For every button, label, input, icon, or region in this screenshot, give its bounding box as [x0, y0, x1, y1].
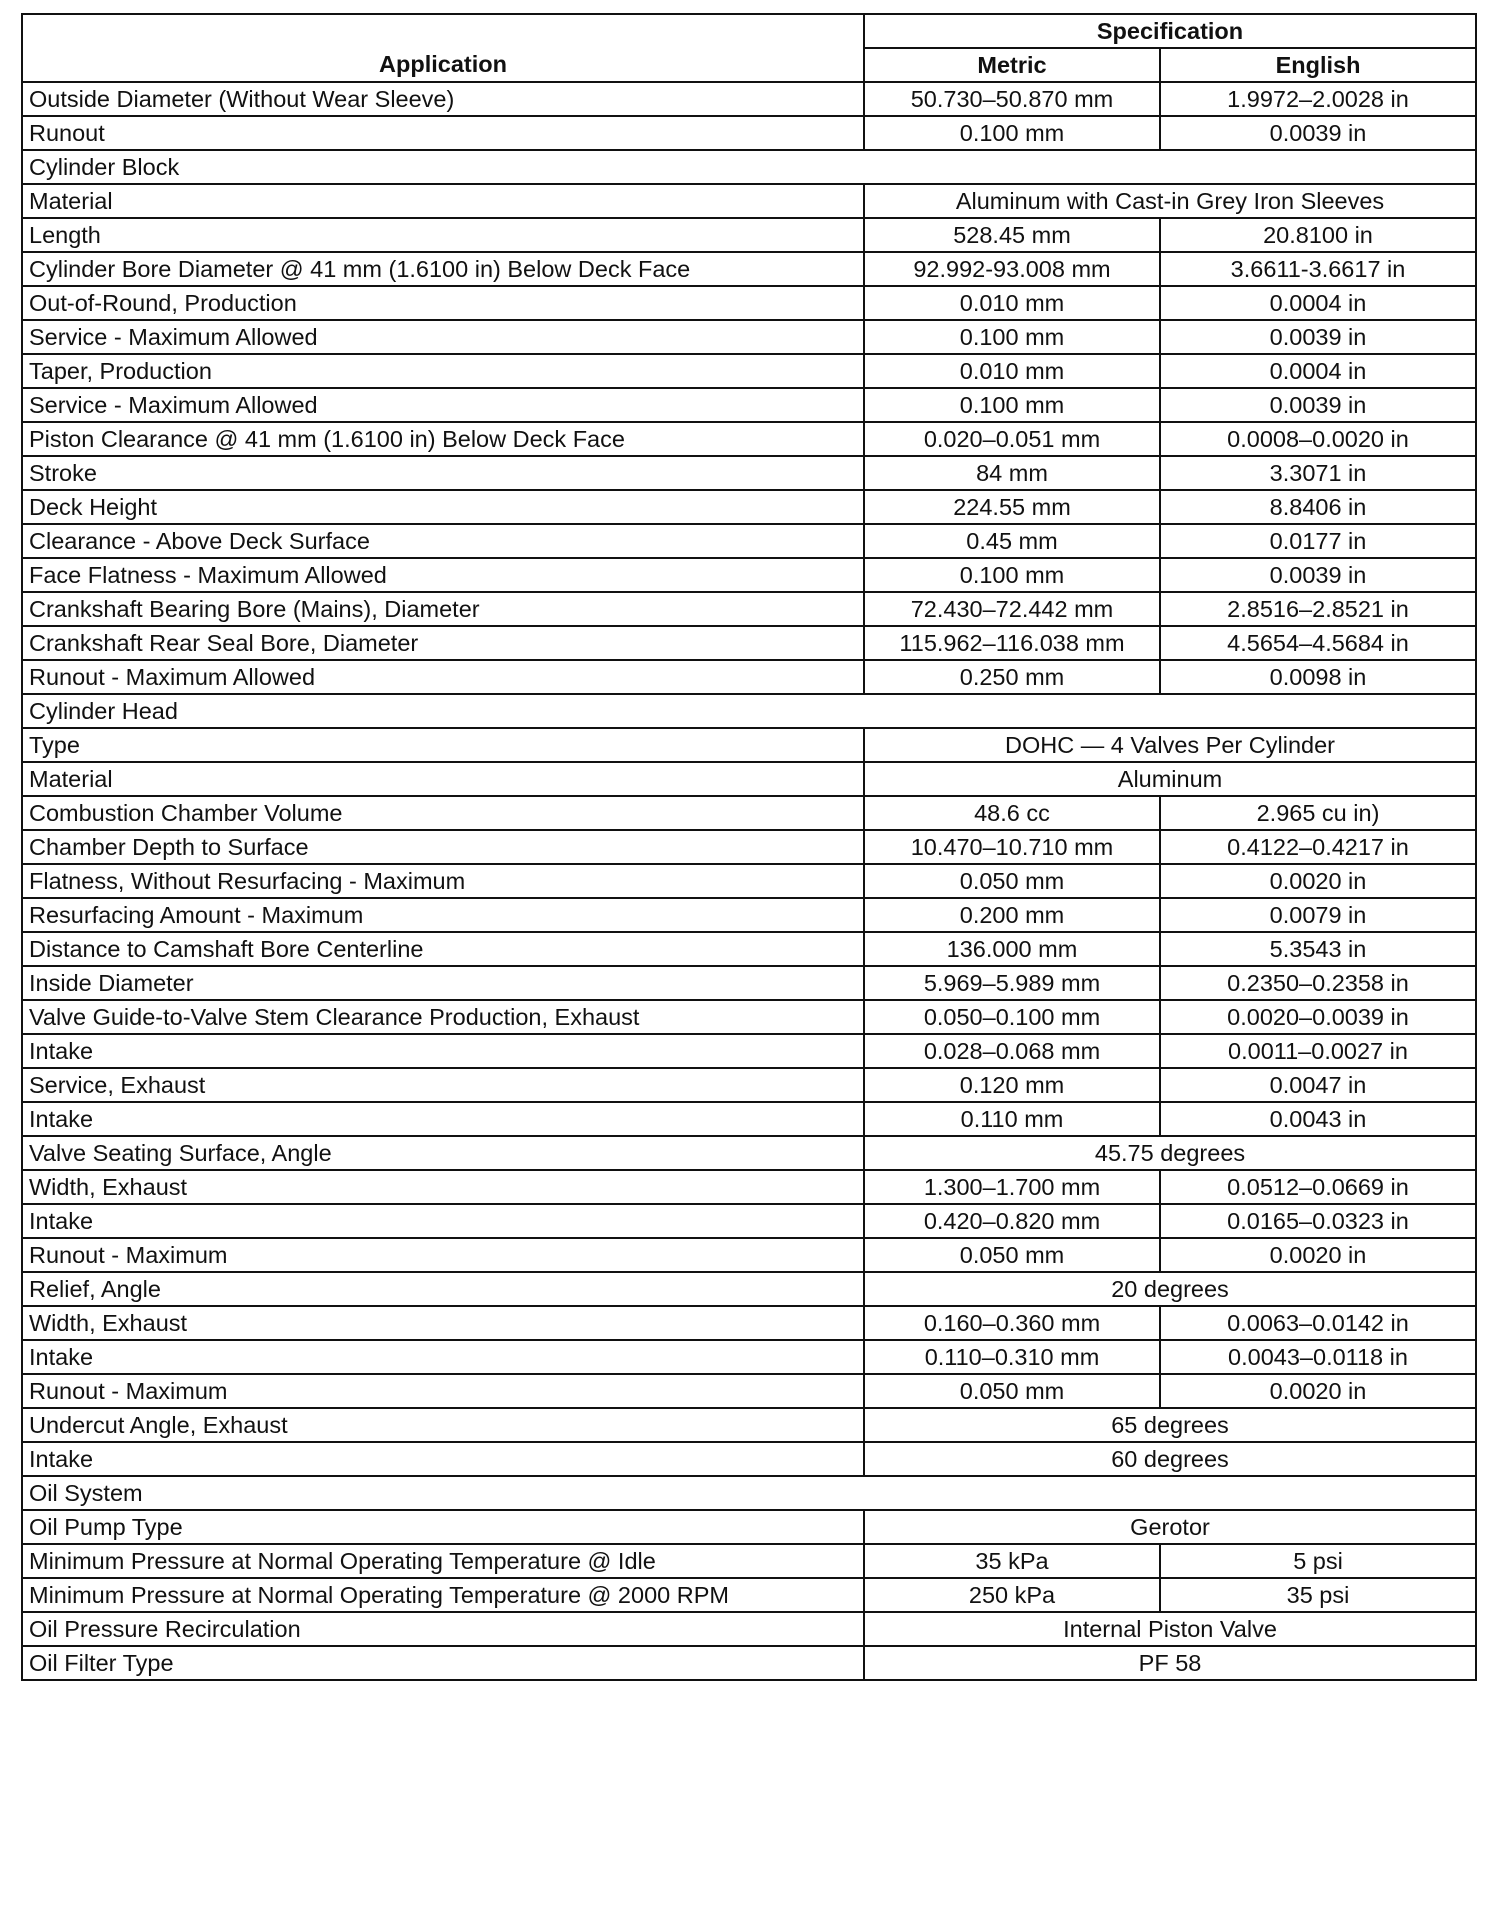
application-cell: Crankshaft Bearing Bore (Mains), Diameter [22, 592, 864, 626]
metric-cell: 0.100 mm [864, 558, 1160, 592]
application-cell: Outside Diameter (Without Wear Sleeve) [22, 82, 864, 116]
metric-cell: 528.45 mm [864, 218, 1160, 252]
table-row [22, 1306, 1476, 1340]
application-cell: Clearance - Above Deck Surface [22, 524, 864, 558]
table-row [22, 490, 1476, 524]
metric-cell: 0.200 mm [864, 898, 1160, 932]
table-row [22, 660, 1476, 694]
specification-cell: Internal Piston Valve [864, 1612, 1476, 1646]
application-cell: Stroke [22, 456, 864, 490]
table-row [22, 592, 1476, 626]
table-row [22, 1544, 1476, 1578]
english-cell: 0.0039 in [1160, 320, 1476, 354]
metric-cell: 0.010 mm [864, 354, 1160, 388]
specification-cell: PF 58 [864, 1646, 1476, 1680]
section-title: Oil System [22, 1476, 1476, 1510]
english-cell: 0.0177 in [1160, 524, 1476, 558]
english-cell: 0.0004 in [1160, 286, 1476, 320]
application-cell: Type [22, 728, 864, 762]
english-cell: 0.0011–0.0027 in [1160, 1034, 1476, 1068]
application-cell: Minimum Pressure at Normal Operating Temperature @ 2000 RPM [22, 1578, 864, 1612]
application-header: Application [22, 14, 864, 82]
english-cell: 0.0039 in [1160, 388, 1476, 422]
metric-cell: 1.300–1.700 mm [864, 1170, 1160, 1204]
english-cell: 0.0043–0.0118 in [1160, 1340, 1476, 1374]
metric-cell: 0.050 mm [864, 864, 1160, 898]
metric-cell: 0.028–0.068 mm [864, 1034, 1160, 1068]
specification-cell: Aluminum [864, 762, 1476, 796]
table-row [22, 796, 1476, 830]
english-cell: 0.0047 in [1160, 1068, 1476, 1102]
table-row [22, 932, 1476, 966]
table-row [22, 218, 1476, 252]
english-cell: 3.6611-3.6617 in [1160, 252, 1476, 286]
table-row [22, 1510, 1476, 1544]
application-cell: Material [22, 184, 864, 218]
english-cell: 4.5654–4.5684 in [1160, 626, 1476, 660]
metric-cell: 5.969–5.989 mm [864, 966, 1160, 1000]
application-cell: Service - Maximum Allowed [22, 320, 864, 354]
application-cell: Resurfacing Amount - Maximum [22, 898, 864, 932]
metric-cell: 0.010 mm [864, 286, 1160, 320]
english-cell: 2.8516–2.8521 in [1160, 592, 1476, 626]
table-row [22, 1204, 1476, 1238]
metric-cell: 115.962–116.038 mm [864, 626, 1160, 660]
table-row [22, 320, 1476, 354]
metric-cell: 50.730–50.870 mm [864, 82, 1160, 116]
application-cell: Oil Pump Type [22, 1510, 864, 1544]
table-row [22, 184, 1476, 218]
application-cell: Oil Filter Type [22, 1646, 864, 1680]
application-cell: Relief, Angle [22, 1272, 864, 1306]
english-cell: 0.0039 in [1160, 116, 1476, 150]
application-cell: Oil Pressure Recirculation [22, 1612, 864, 1646]
application-cell: Valve Guide-to-Valve Stem Clearance Production, Exhaust [22, 1000, 864, 1034]
metric-cell: 0.110–0.310 mm [864, 1340, 1160, 1374]
metric-cell: 0.160–0.360 mm [864, 1306, 1160, 1340]
table-row [22, 252, 1476, 286]
english-cell: 35 psi [1160, 1578, 1476, 1612]
application-cell: Intake [22, 1340, 864, 1374]
application-cell: Cylinder Bore Diameter @ 41 mm (1.6100 in) Below Deck Face [22, 252, 864, 286]
table-row [22, 1136, 1476, 1170]
application-cell: Chamber Depth to Surface [22, 830, 864, 864]
table-row [22, 898, 1476, 932]
metric-cell: 0.050 mm [864, 1238, 1160, 1272]
application-cell: Distance to Camshaft Bore Centerline [22, 932, 864, 966]
application-cell: Crankshaft Rear Seal Bore, Diameter [22, 626, 864, 660]
specification-cell: DOHC — 4 Valves Per Cylinder [864, 728, 1476, 762]
application-cell: Intake [22, 1034, 864, 1068]
english-cell: 0.0020 in [1160, 1238, 1476, 1272]
english-cell: 0.4122–0.4217 in [1160, 830, 1476, 864]
application-cell: Intake [22, 1102, 864, 1136]
table-row [22, 422, 1476, 456]
english-cell: 3.3071 in [1160, 456, 1476, 490]
application-cell: Service - Maximum Allowed [22, 388, 864, 422]
english-cell: 5.3543 in [1160, 932, 1476, 966]
table-row [22, 456, 1476, 490]
specification-header: Specification [864, 14, 1476, 48]
english-cell: 0.0020 in [1160, 1374, 1476, 1408]
table-row [22, 830, 1476, 864]
metric-cell: 35 kPa [864, 1544, 1160, 1578]
table-row [22, 762, 1476, 796]
english-cell: 0.0020–0.0039 in [1160, 1000, 1476, 1034]
table-row [22, 728, 1476, 762]
application-cell: Runout - Maximum [22, 1374, 864, 1408]
table-row [22, 966, 1476, 1000]
english-cell: 0.0165–0.0323 in [1160, 1204, 1476, 1238]
english-cell: 0.0043 in [1160, 1102, 1476, 1136]
metric-cell: 224.55 mm [864, 490, 1160, 524]
specification-cell: 45.75 degrees [864, 1136, 1476, 1170]
table-row [22, 82, 1476, 116]
application-cell: Deck Height [22, 490, 864, 524]
specification-cell: 60 degrees [864, 1442, 1476, 1476]
table-row [22, 1442, 1476, 1476]
table-row [22, 1340, 1476, 1374]
application-cell: Intake [22, 1204, 864, 1238]
header-row-top [22, 14, 1476, 48]
application-cell: Runout - Maximum Allowed [22, 660, 864, 694]
table-row [22, 1272, 1476, 1306]
english-cell: 0.0008–0.0020 in [1160, 422, 1476, 456]
metric-cell: 84 mm [864, 456, 1160, 490]
english-cell: 0.0512–0.0669 in [1160, 1170, 1476, 1204]
metric-cell: 0.250 mm [864, 660, 1160, 694]
section-row [22, 694, 1476, 728]
english-cell: 0.0063–0.0142 in [1160, 1306, 1476, 1340]
english-cell: 20.8100 in [1160, 218, 1476, 252]
application-cell: Undercut Angle, Exhaust [22, 1408, 864, 1442]
metric-cell: 48.6 cc [864, 796, 1160, 830]
application-cell: Valve Seating Surface, Angle [22, 1136, 864, 1170]
application-cell: Service, Exhaust [22, 1068, 864, 1102]
metric-cell: 136.000 mm [864, 932, 1160, 966]
application-cell: Inside Diameter [22, 966, 864, 1000]
application-cell: Combustion Chamber Volume [22, 796, 864, 830]
table-row [22, 558, 1476, 592]
metric-cell: 0.050–0.100 mm [864, 1000, 1160, 1034]
table-row [22, 1646, 1476, 1680]
table-row [22, 1578, 1476, 1612]
metric-cell: 0.050 mm [864, 1374, 1160, 1408]
table-row [22, 626, 1476, 660]
table-row [22, 1102, 1476, 1136]
table-row [22, 116, 1476, 150]
application-cell: Taper, Production [22, 354, 864, 388]
metric-cell: 0.120 mm [864, 1068, 1160, 1102]
english-cell: 1.9972–2.0028 in [1160, 82, 1476, 116]
english-cell: 2.965 cu in) [1160, 796, 1476, 830]
metric-cell: 0.110 mm [864, 1102, 1160, 1136]
english-header: English [1160, 48, 1476, 82]
table-row [22, 1170, 1476, 1204]
table-row [22, 354, 1476, 388]
specification-cell: Gerotor [864, 1510, 1476, 1544]
metric-cell: 250 kPa [864, 1578, 1160, 1612]
application-cell: Length [22, 218, 864, 252]
specification-cell: 65 degrees [864, 1408, 1476, 1442]
table-row [22, 524, 1476, 558]
english-cell: 8.8406 in [1160, 490, 1476, 524]
table-row [22, 1034, 1476, 1068]
application-cell: Width, Exhaust [22, 1306, 864, 1340]
section-title: Cylinder Head [22, 694, 1476, 728]
table-row [22, 864, 1476, 898]
table-row [22, 1408, 1476, 1442]
table-row [22, 1238, 1476, 1272]
table-row [22, 388, 1476, 422]
section-row [22, 1476, 1476, 1510]
application-cell: Out-of-Round, Production [22, 286, 864, 320]
metric-cell: 0.100 mm [864, 116, 1160, 150]
table-row [22, 1068, 1476, 1102]
metric-cell: 0.100 mm [864, 388, 1160, 422]
metric-cell: 0.420–0.820 mm [864, 1204, 1160, 1238]
metric-cell: 72.430–72.442 mm [864, 592, 1160, 626]
table-header [22, 14, 1476, 82]
application-cell: Width, Exhaust [22, 1170, 864, 1204]
metric-cell: 10.470–10.710 mm [864, 830, 1160, 864]
table-row [22, 1374, 1476, 1408]
specification-cell: 20 degrees [864, 1272, 1476, 1306]
english-cell: 0.0039 in [1160, 558, 1476, 592]
metric-cell: 0.45 mm [864, 524, 1160, 558]
section-title: Cylinder Block [22, 150, 1476, 184]
application-cell: Runout [22, 116, 864, 150]
table-body [22, 82, 1476, 1680]
english-cell: 5 psi [1160, 1544, 1476, 1578]
table-row [22, 1000, 1476, 1034]
metric-cell: 92.992-93.008 mm [864, 252, 1160, 286]
english-cell: 0.0098 in [1160, 660, 1476, 694]
table-row [22, 1612, 1476, 1646]
specification-cell: Aluminum with Cast-in Grey Iron Sleeves [864, 184, 1476, 218]
application-cell: Runout - Maximum [22, 1238, 864, 1272]
specification-table [21, 13, 1477, 1681]
application-cell: Face Flatness - Maximum Allowed [22, 558, 864, 592]
english-cell: 0.0079 in [1160, 898, 1476, 932]
application-cell: Flatness, Without Resurfacing - Maximum [22, 864, 864, 898]
application-cell: Minimum Pressure at Normal Operating Temperature @ Idle [22, 1544, 864, 1578]
metric-header: Metric [864, 48, 1160, 82]
metric-cell: 0.100 mm [864, 320, 1160, 354]
application-cell: Piston Clearance @ 41 mm (1.6100 in) Below Deck Face [22, 422, 864, 456]
table-row [22, 286, 1476, 320]
metric-cell: 0.020–0.051 mm [864, 422, 1160, 456]
english-cell: 0.0020 in [1160, 864, 1476, 898]
section-row [22, 150, 1476, 184]
application-cell: Intake [22, 1442, 864, 1476]
application-cell: Material [22, 762, 864, 796]
english-cell: 0.2350–0.2358 in [1160, 966, 1476, 1000]
english-cell: 0.0004 in [1160, 354, 1476, 388]
